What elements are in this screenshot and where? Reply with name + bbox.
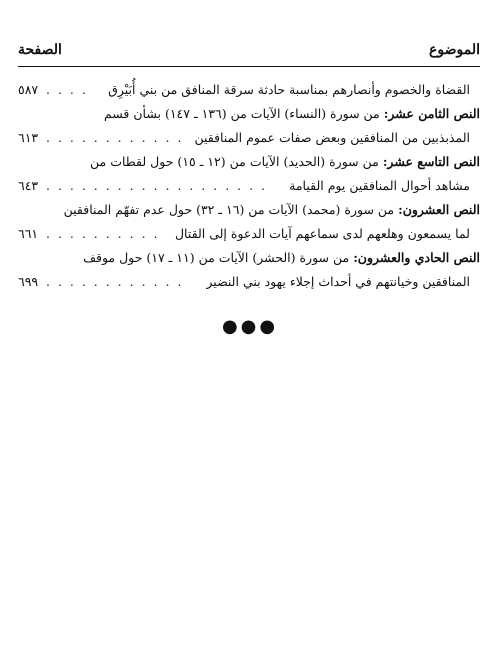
page-number: ٦٩٩ bbox=[18, 274, 39, 289]
page-number: ٦١٣ bbox=[18, 130, 39, 145]
entry-text: لما يسمعون وهلعهم لدى سماعهم آيات الدعوة إلى القتال bbox=[174, 226, 470, 241]
entry-heading-line bbox=[90, 150, 480, 174]
page-number: ٥٨٧ bbox=[18, 82, 39, 97]
page-column-label: الصفحة bbox=[18, 42, 62, 58]
entry-heading-line bbox=[83, 246, 480, 270]
toc-line bbox=[18, 78, 480, 102]
header-divider bbox=[18, 66, 480, 67]
toc-line bbox=[18, 126, 480, 150]
subject-column-label: الموضوع bbox=[429, 42, 480, 58]
section-title: النص الثامن عشر: bbox=[383, 106, 480, 121]
page-number: ٦٦١ bbox=[18, 226, 39, 241]
dot-leader: . . . . . . . . . . bbox=[46, 226, 160, 241]
entry-text: من سورة (محمد) الآيات من (١٦ ـ ٣٢) حول عدم تفهّم المنافقين bbox=[63, 202, 399, 217]
entry-text: من سورة (الحديد) الآيات من (١٢ ـ ١٥) حول لقطات من bbox=[90, 154, 383, 169]
entry-heading-line bbox=[64, 198, 480, 222]
entry-text: من سورة (الحشر) الآيات من (١١ ـ ١٧) حول موقف bbox=[83, 250, 354, 265]
entry-text: المذبذبين من المنافقين وبعض صفات عموم المنافقين bbox=[194, 130, 470, 145]
toc-line bbox=[18, 198, 480, 222]
toc-line bbox=[18, 102, 480, 126]
end-ornament: ●●● bbox=[221, 316, 279, 337]
toc-line bbox=[18, 246, 480, 270]
dot-leader: . . . . . . . . . . . . bbox=[46, 274, 184, 289]
toc-line bbox=[18, 150, 480, 174]
toc-line bbox=[18, 222, 480, 246]
toc-header bbox=[18, 42, 480, 58]
toc-line bbox=[18, 174, 480, 198]
entry-text: القضاة والخصوم وأنصارهم بمناسبة حادثة سرقة المنافق من بني أُبَيْرِق bbox=[108, 82, 470, 97]
entry-text: من سورة (النساء) الآيات من (١٣٦ ـ ١٤٧) بشأن قسم bbox=[103, 106, 384, 121]
section-title: النص التاسع عشر: bbox=[382, 154, 480, 169]
toc-entries bbox=[18, 78, 480, 294]
toc-line bbox=[18, 270, 480, 294]
section-title: النص العشرون: bbox=[398, 202, 480, 217]
section-title: النص الحادي والعشرون: bbox=[353, 250, 480, 265]
dot-leader: . . . . . . . . . . . . . . . . . . . bbox=[46, 178, 268, 193]
page-number: ٦٤٣ bbox=[18, 178, 39, 193]
entry-text: مشاهد أحوال المنافقين يوم القيامة bbox=[289, 178, 470, 193]
entry-text: المنافقين وخيانتهم في أحداث إجلاء يهود بني النضير bbox=[206, 274, 470, 289]
dot-leader: . . . . bbox=[46, 82, 88, 97]
entry-heading-line bbox=[104, 102, 480, 126]
dot-leader: . . . . . . . . . . . . bbox=[46, 130, 184, 145]
